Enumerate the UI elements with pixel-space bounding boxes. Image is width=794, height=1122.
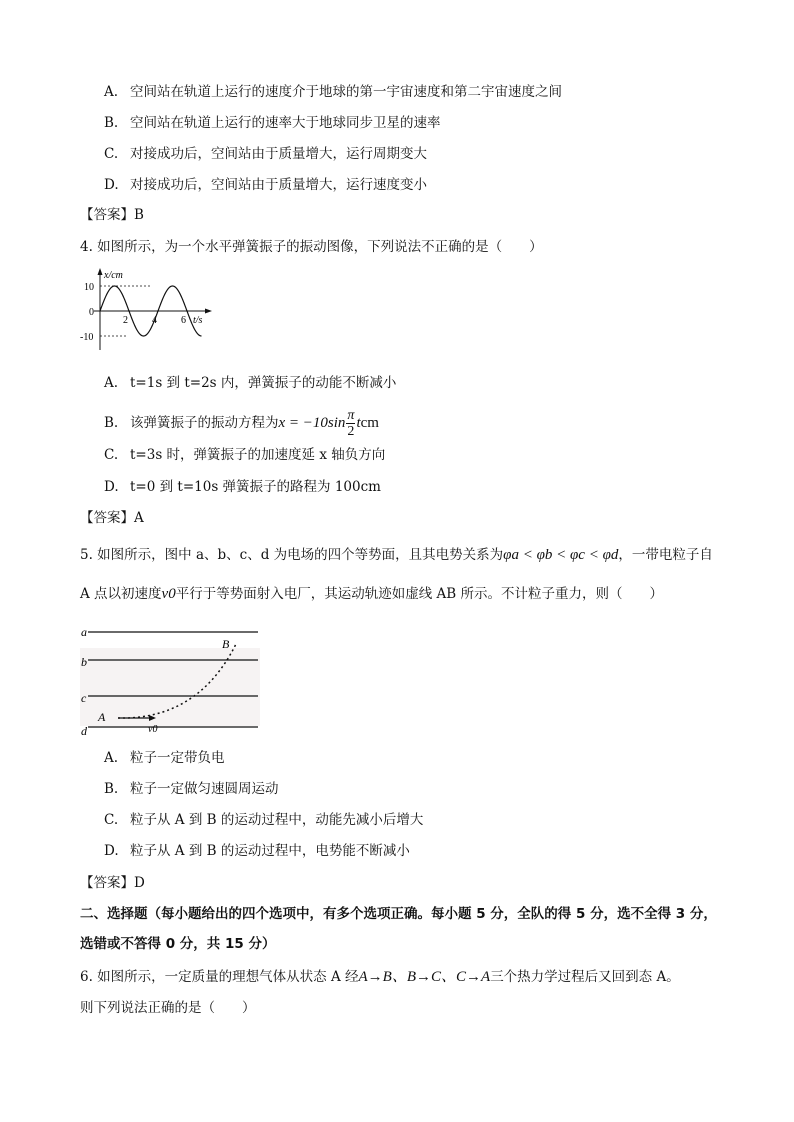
stem-text-tail: 平行于等势面射入电厂，其运动轨迹如虚线 AB 所示。不计粒子重力，则（ ） xyxy=(175,586,663,602)
y-axis-arrow xyxy=(98,268,103,275)
option-text: 空间站在轨道上运行的速率大于地球同步卫星的速率 xyxy=(130,115,441,131)
point-a-label: A xyxy=(98,710,106,724)
option-text: t=0 到 t=10s 弹簧振子的路程为 100cm xyxy=(130,479,381,495)
q5-option-b xyxy=(104,779,279,799)
option-text: t=1s 到 t=2s 内，弹簧振子的动能不断减小 xyxy=(130,375,397,391)
q4-answer: 【答案】A xyxy=(80,510,144,526)
stem-text: A 点以初速度 xyxy=(80,586,162,602)
stem-text: 5. 如图所示，图中 a、b、c、d 为电场的四个等势面，且其电势关系为 xyxy=(80,547,504,563)
option-text: 对接成功后，空间站由于质量增大，运行周期变大 xyxy=(130,146,427,162)
y-tick-neg10: -10 xyxy=(80,332,94,343)
q4-option-b xyxy=(104,408,379,439)
velocity-label: v0 xyxy=(148,724,158,735)
equation-variable: t xyxy=(356,415,361,431)
q3-option-a xyxy=(104,82,562,102)
option-label: B. xyxy=(104,415,119,431)
x-tick-4: 4 xyxy=(152,315,157,326)
point-b-label: B xyxy=(222,637,230,651)
option-label: D. xyxy=(104,843,119,859)
stem-text-tail: ，一带电粒子自 xyxy=(618,547,713,563)
q5-stem-line2 xyxy=(80,584,663,604)
x-tick-2: 2 xyxy=(123,315,128,326)
q6-stem-line1 xyxy=(80,967,680,987)
q3-option-b xyxy=(104,113,441,133)
q6-stem-line2: 则下列说法正确的是（ ） xyxy=(80,1000,256,1016)
label-c: c xyxy=(81,691,87,705)
option-label: D. xyxy=(104,479,119,495)
option-label: A. xyxy=(104,750,119,766)
y-tick-0: 0 xyxy=(89,307,94,318)
q5-option-c xyxy=(104,810,423,830)
process-list: A→B、B→C、C→A xyxy=(358,969,491,985)
option-text: 空间站在轨道上运行的速度介于地球的第一宇宙速度和第二宇宙速度之间 xyxy=(130,84,562,100)
q5-stem-line1 xyxy=(80,545,713,565)
q5-option-a xyxy=(104,748,225,768)
q4-stem: 4. 如图所示，为一个水平弹簧振子的振动图像，下列说法不正确的是（ ） xyxy=(80,239,543,255)
q5-option-d xyxy=(104,841,410,861)
graph-ylabel: x/cm xyxy=(104,270,123,281)
fraction-denominator: 2 xyxy=(347,424,355,439)
q3-answer: 【答案】B xyxy=(80,207,144,223)
label-b: b xyxy=(81,655,87,669)
initial-velocity: v0 xyxy=(161,586,176,602)
q4-option-a xyxy=(104,373,396,393)
option-text: 对接成功后，空间站由于质量增大，运行速度变小 xyxy=(130,177,427,193)
q3-option-d xyxy=(104,175,427,195)
section-2-header-line2: 选错或不答得 0 分，共 15 分） xyxy=(80,936,276,952)
equation-unit: cm xyxy=(360,415,379,431)
option-text: 粒子一定做匀速圆周运动 xyxy=(130,781,279,797)
stem-text: 6. 如图所示，一定质量的理想气体从状态 A 经 xyxy=(80,969,359,985)
option-text: 该弹簧振子的振动方程为 xyxy=(130,415,279,431)
equation-lhs: x = −10sin xyxy=(278,415,346,431)
option-label: C. xyxy=(104,447,119,463)
q5-equipotential-figure xyxy=(78,622,268,738)
x-axis-arrow xyxy=(205,309,212,314)
option-label: B. xyxy=(104,115,119,131)
option-label: C. xyxy=(104,146,119,162)
potential-relation: φa < φb < φc < φd xyxy=(503,547,619,563)
option-text: 粒子一定带负电 xyxy=(130,750,225,766)
label-a: a xyxy=(81,625,87,639)
q4-option-c xyxy=(104,445,385,465)
section-2-header-line1: 二、选择题（每小题给出的四个选项中，有多个选项正确。每小题 5 分，全队的得 5 分，选不全得 3 分， xyxy=(80,906,717,922)
graph-xlabel: t/s xyxy=(193,315,203,326)
option-label: C. xyxy=(104,812,119,828)
option-text: 粒子从 A 到 B 的运动过程中，动能先减小后增大 xyxy=(130,812,424,828)
q4-vibration-graph xyxy=(80,266,215,352)
stem-text-tail: 三个热力学过程后又回到态 A。 xyxy=(490,969,680,985)
equation-fraction xyxy=(346,408,355,439)
option-text: 粒子从 A 到 B 的运动过程中，电势能不断减小 xyxy=(130,843,410,859)
q5-answer: 【答案】D xyxy=(80,875,145,891)
option-label: A. xyxy=(104,375,119,391)
q4-option-d xyxy=(104,477,381,497)
option-text: t=3s 时，弹簧振子的加速度延 x 轴负方向 xyxy=(130,447,386,463)
fraction-numerator: π xyxy=(347,408,355,423)
option-label: D. xyxy=(104,177,119,193)
label-d: d xyxy=(81,724,87,738)
x-tick-6: 6 xyxy=(181,315,186,326)
option-label: B. xyxy=(104,781,119,797)
option-label: A. xyxy=(104,84,119,100)
y-tick-10: 10 xyxy=(84,282,94,293)
q3-option-c xyxy=(104,144,427,164)
